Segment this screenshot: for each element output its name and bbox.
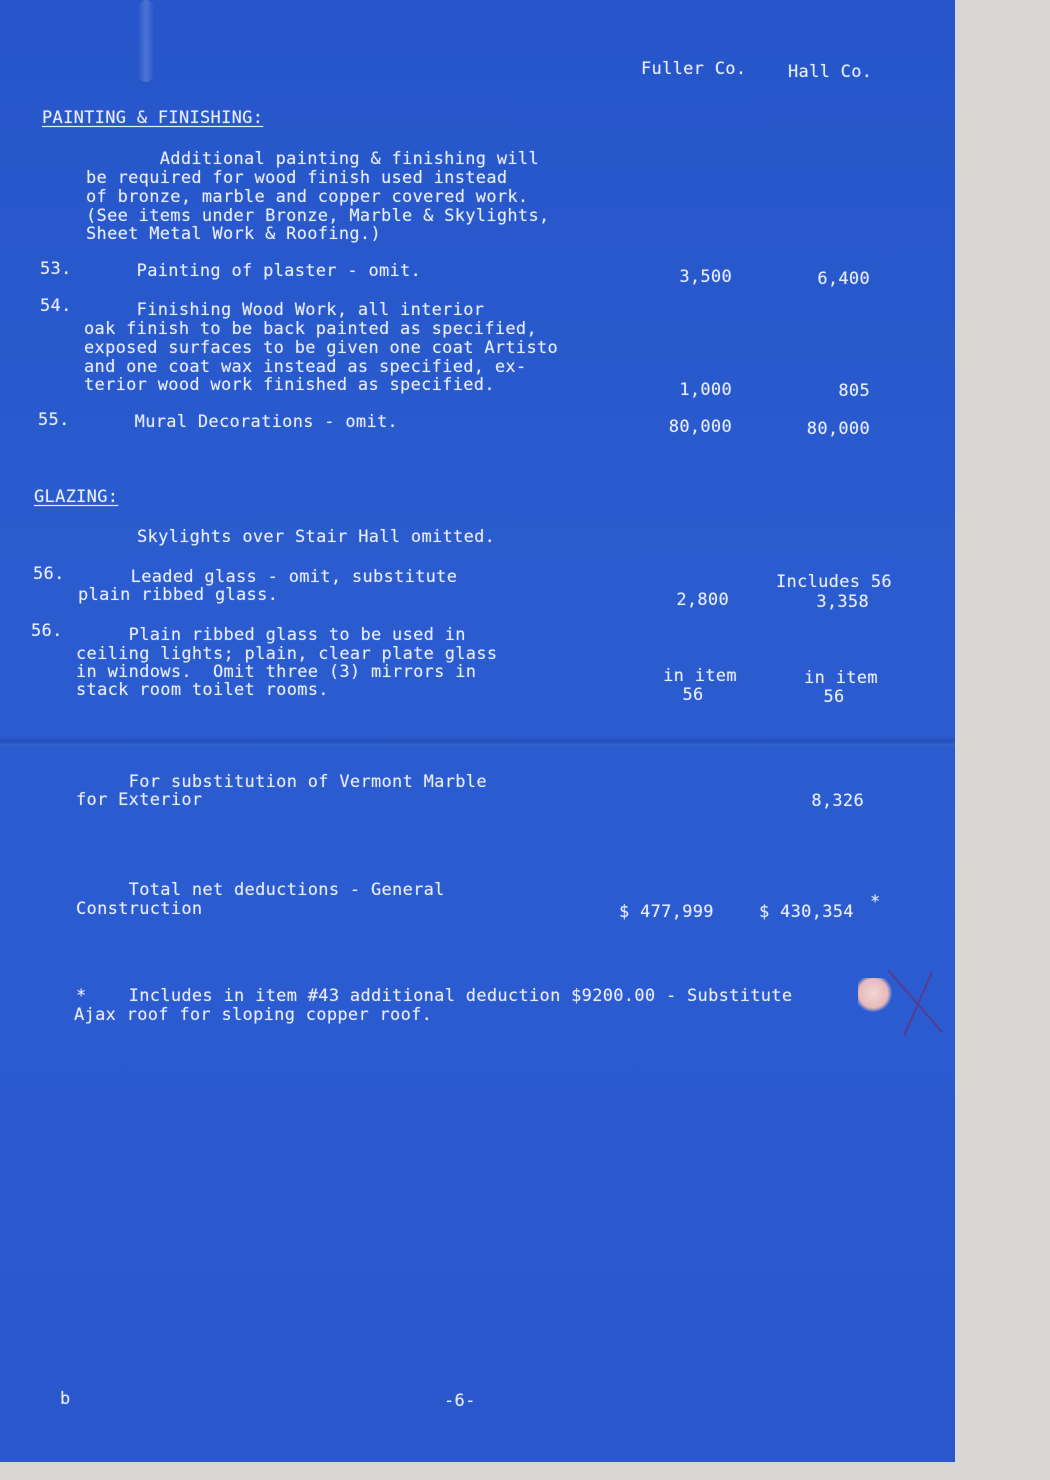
column-header-fuller: Fuller Co.: [641, 59, 747, 79]
hall-amount: 6,400: [817, 269, 870, 289]
item-description-line: exposed surfaces to be given one coat Artisto: [84, 338, 559, 358]
paper-crease: [138, 0, 154, 82]
footnote-line: Ajax roof for sloping copper roof.: [74, 1005, 433, 1025]
fuller-note-line: 56: [682, 685, 704, 705]
glazing-intro: Skylights over Stair Hall omitted.: [137, 527, 496, 547]
item-description-line: terior wood work finished as specified.: [84, 375, 495, 395]
fuller-amount: 2,800: [676, 590, 729, 610]
item-description-line: stack room toilet rooms.: [76, 680, 329, 700]
hall-total: $ 430,354: [759, 902, 854, 922]
blueprint-page: Fuller Co. Hall Co. PAINTING & FINISHING: Additional painting & finishing will be required for wood finish used instead of bronze, marble and copper covered work. (See items under Bronze, Marble & Skylights, Sheet Metal Work & Roofing.) 53. Painting of plaster - omit. 3,500 6,400 54. Finishing Wood Work, all interior oak finish to be back painted as specified, exposed surfaces to be given one coat Artisto and one coat wax instead as specified, ex- terior wood work finished as specified. 1,000 805 55. Mural Decorations - omit. 80,000 80,000 GLAZING: Skylights over Stair Hall omitted. 56. Leaded glass - omit, substitute plain ribbed glass. 2,800 Includes 56 3,358 56. Plain ribbed glass to be used in ceiling lights; plain, clear plate glass in windows. Omit three (3) mirrors in stack room toilet rooms. in item 56 in item 56 For substitution of Vermont Marble for Exterior 8,326 Total net deductions - General Construction $ 477,999 $ 430,354 * * Includes in item #43 additional deduction $9200.00 - Substitute Ajax roof for sloping copper roof. b -6-: [0, 0, 955, 1462]
item-description: Mural Decorations - omit.: [82, 412, 399, 432]
item-description-line: Finishing Wood Work, all interior: [84, 300, 485, 320]
column-header-hall: Hall Co.: [788, 62, 873, 82]
fuller-amount: 3,500: [679, 267, 732, 287]
total-label-line: Total net deductions - General: [76, 880, 445, 900]
fuller-amount: 1,000: [679, 380, 732, 400]
paper-fold: [0, 736, 955, 746]
fuller-total: $ 477,999: [619, 902, 714, 922]
hall-note: Includes 56: [776, 572, 892, 592]
section-heading-glazing: GLAZING:: [34, 487, 119, 507]
hall-amount: 3,358: [816, 592, 869, 612]
item-number: 56.: [33, 564, 65, 584]
item-number: 56.: [31, 621, 63, 641]
footer-letter: b: [60, 1389, 71, 1409]
footnote-line: * Includes in item #43 additional deduction $9200.00 - Substitute: [76, 986, 793, 1006]
item-description-line: and one coat wax instead as specified, ex-: [84, 357, 527, 377]
item-description-line: Plain ribbed glass to be used in: [76, 625, 466, 645]
item-description-line: Leaded glass - omit, substitute: [78, 567, 458, 587]
item-number: 55.: [38, 410, 70, 430]
item-number: 54.: [40, 296, 72, 316]
handwritten-x-mark: [880, 962, 950, 1042]
item-description-line: oak finish to be back painted as specified,: [84, 319, 537, 339]
fuller-amount: 80,000: [668, 417, 732, 437]
marble-description-line: For substitution of Vermont Marble: [76, 772, 487, 792]
page-number: -6-: [444, 1391, 476, 1411]
hall-amount: 80,000: [806, 419, 870, 439]
hall-note-line: 56: [823, 687, 845, 707]
hall-amount: 805: [838, 381, 870, 401]
hall-note-line: in item: [804, 668, 878, 688]
item-description-line: plain ribbed glass.: [78, 585, 279, 605]
marble-description-line: for Exterior: [76, 790, 203, 810]
total-asterisk: *: [870, 892, 881, 912]
section-heading-painting: PAINTING & FINISHING:: [42, 108, 264, 128]
item-description-line: in windows. Omit three (3) mirrors in: [76, 662, 477, 682]
total-label-line: Construction: [76, 899, 203, 919]
hall-amount: 8,326: [811, 791, 864, 811]
fuller-note-line: in item: [663, 666, 737, 686]
item-description: Painting of plaster - omit.: [84, 261, 422, 281]
item-description-line: ceiling lights; plain, clear plate glass: [76, 644, 498, 664]
item-number: 53.: [40, 259, 72, 279]
